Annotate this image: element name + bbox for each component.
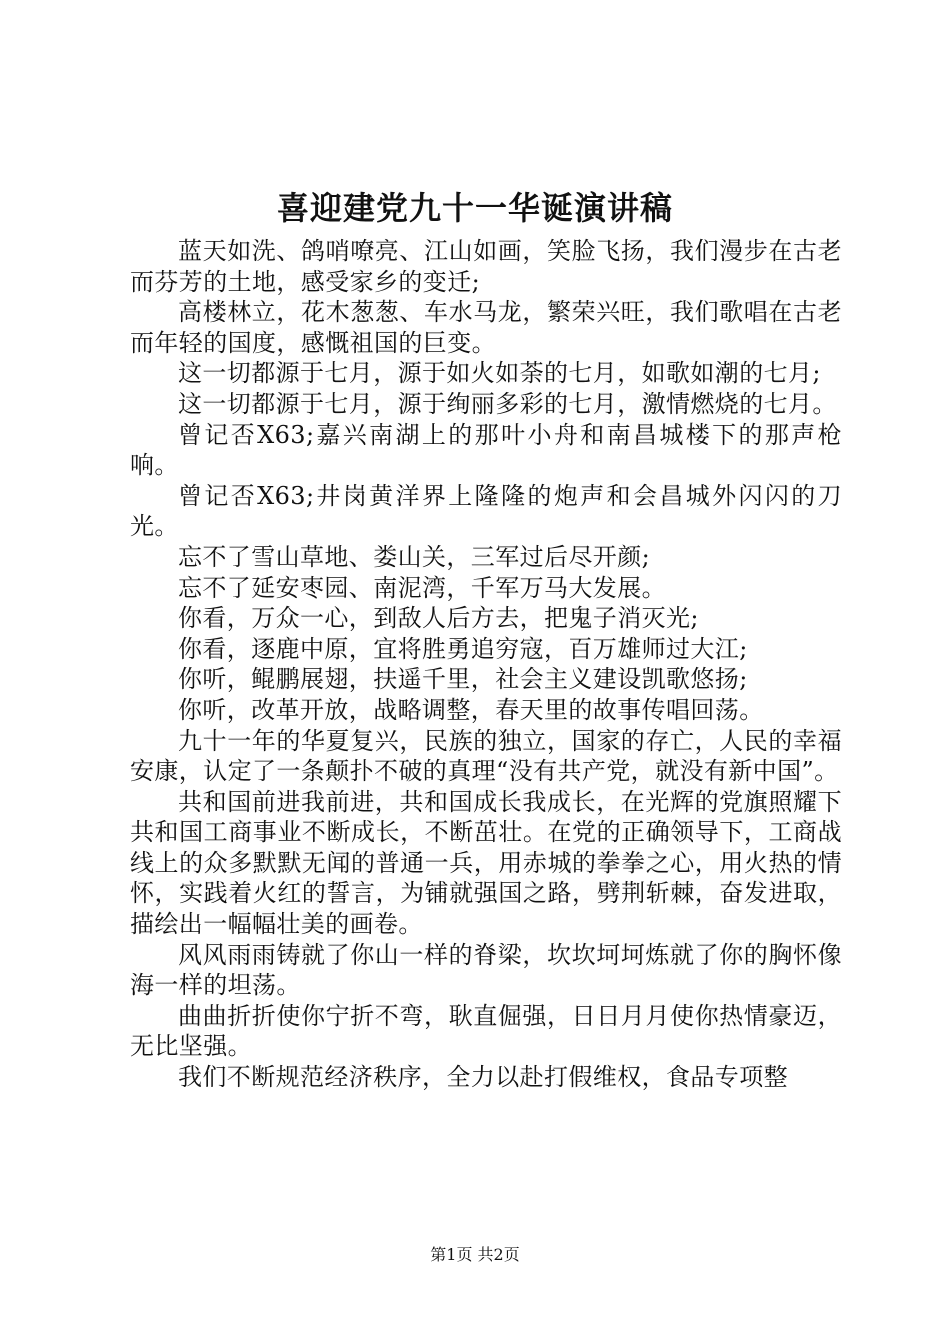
paragraph: 九十一年的华夏复兴，民族的独立，国家的存亡，人民的幸福安康，认定了一条颠扑不破的真理“没有共产党，就没有新中国”。 (130, 726, 842, 786)
paragraph: 忘不了延安枣园、南泥湾，千军万马大发展。 (178, 573, 666, 602)
document-title: 喜迎建党九十一华诞演讲稿 (276, 189, 673, 227)
document-body (130, 236, 842, 1093)
page-footer: 第1页 共2页 (430, 1245, 520, 1264)
paragraph: 你听，改革开放，战略调整，春天里的故事传唱回荡。 (178, 695, 764, 724)
paragraph: 曲曲折折使你宁折不弯，耿直倔强，日日月月使你热情豪迈，无比坚强。 (130, 1001, 842, 1061)
paragraph: 这一切都源于七月，源于如火如荼的七月，如歌如潮的七月; (178, 359, 821, 388)
paragraph: 我们不断规范经济秩序，全力以赴打假维权，食品专项整 (178, 1063, 788, 1092)
paragraph: 你看，万众一心，到敌人后方去，把鬼子消灭光; (178, 604, 699, 633)
paragraph: 共和国前进我前进，共和国成长我成长，在光辉的党旗照耀下共和国工商事业不断成长，不断茁壮。在党的正确领导下，工商战线上的众多默默无闻的普通一兵，用赤城的拳拳之心，用火热的情怀，实践着火红的誓言，为铺就强国之路，劈荆斩棘，奋发进取，描绘出一幅幅壮美的画卷。 (130, 787, 842, 939)
paragraph: 你听，鲲鹏展翅，扶遥千里，社会主义建设凯歌悠扬; (178, 665, 748, 694)
paragraph: 蓝天如洗、鸽哨嘹亮、江山如画，笑脸飞扬，我们漫步在古老而芬芳的土地，感受家乡的变迁; (130, 237, 842, 296)
paragraph: 你看，逐鹿中原，宜将胜勇追穷寇，百万雄师过大江; (178, 634, 748, 663)
paragraph: 高楼林立，花木葱葱、车水马龙，繁荣兴旺，我们歌唱在古老而年轻的国度，感慨祖国的巨变。 (130, 298, 842, 357)
paragraph: 曾记否X63;井岗黄洋界上隆隆的炮声和会昌城外闪闪的刀光。 (130, 481, 842, 541)
paragraph: 忘不了雪山草地、娄山关，三军过后尽开颜; (178, 542, 651, 571)
paragraph: 风风雨雨铸就了你山一样的脊梁，坎坎坷坷炼就了你的胸怀像海一样的坦荡。 (130, 940, 842, 1000)
paragraph: 曾记否X63;嘉兴南湖上的那叶小舟和南昌城楼下的那声枪响。 (130, 420, 842, 480)
paragraph: 这一切都源于七月，源于绚丽多彩的七月，激情燃烧的七月。 (178, 389, 837, 418)
